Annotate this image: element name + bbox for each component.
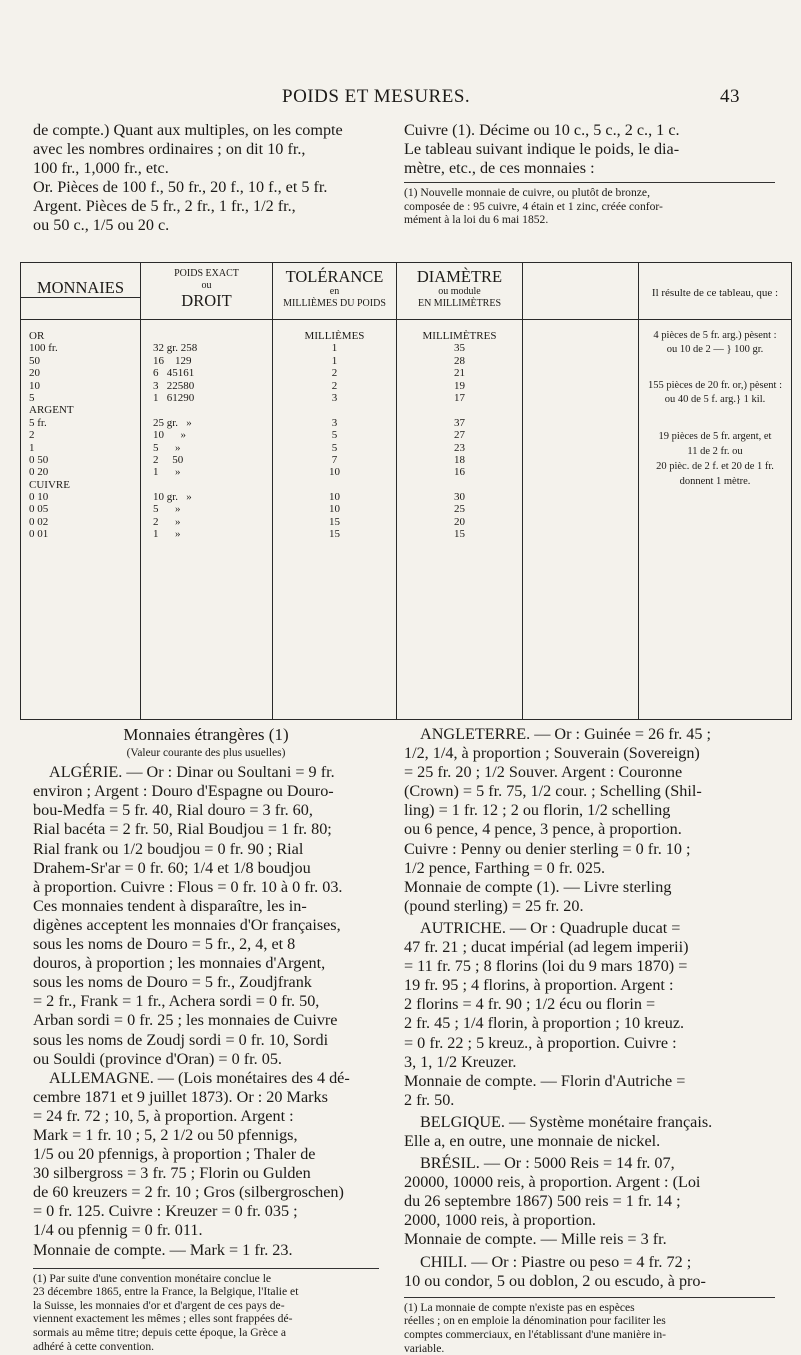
table-cell: 20 bbox=[397, 516, 522, 528]
left-body bbox=[33, 725, 379, 1353]
footnote-line: variable. bbox=[404, 1342, 775, 1355]
text-line: ou 6 pence, 4 pence, 3 pence, à proportion. bbox=[404, 820, 775, 839]
table-cell: CUIVRE bbox=[29, 479, 74, 491]
footnote-rule bbox=[404, 1297, 775, 1298]
text-line: cembre 1871 et 9 juillet 1873). Or : 20 Marks bbox=[33, 1088, 379, 1107]
table-cell: 32 gr. 258 bbox=[153, 342, 197, 354]
text-line: Monnaie de compte. — Florin d'Autriche = bbox=[404, 1072, 775, 1091]
table-cell: 0 01 bbox=[29, 528, 74, 540]
text-line: Argent. Pièces de 5 fr., 2 fr., 1 fr., 1/2 fr., bbox=[33, 197, 379, 216]
table-cell: 23 bbox=[397, 442, 522, 454]
page-number: 43 bbox=[720, 86, 740, 108]
text-line: Le tableau suivant indique le poids, le dia- bbox=[404, 140, 775, 159]
text-line: à proportion. Cuivre : Flous = 0 fr. 10 à 0 fr. 03. bbox=[33, 878, 379, 897]
text-line: 1/2, 1/4, à proportion ; Souverain (Sovereign) bbox=[404, 744, 775, 763]
table-cell: 0 05 bbox=[29, 503, 74, 515]
footnote-line: mément à la loi du 6 mai 1852. bbox=[404, 213, 775, 227]
table-cell: 50 bbox=[29, 355, 74, 367]
header-title: POIDS ET MESURES. bbox=[282, 86, 470, 107]
text-line: digènes acceptent les monnaies d'Or françaises, bbox=[33, 916, 379, 935]
table-cell: ARGENT bbox=[29, 404, 74, 416]
text-line: 100 fr., 1,000 fr., etc. bbox=[33, 159, 379, 178]
text-line: = 0 fr. 22 ; 5 kreuz., à proportion. Cuivre : bbox=[404, 1034, 775, 1053]
text-line: AUTRICHE. — Or : Quadruple ducat = bbox=[404, 919, 775, 938]
paragraph-bresil bbox=[404, 1154, 775, 1249]
table-cell: 16 129 bbox=[153, 355, 197, 367]
text-line: ling) = 1 fr. 12 ; 2 ou florin, 1/2 schelling bbox=[404, 801, 775, 820]
table-cell: 10 gr. » bbox=[153, 491, 197, 503]
header-tolerance: TOLÉRANCE en MILLIÈMES DU POIDS bbox=[273, 268, 396, 310]
text-line: = 25 fr. 20 ; 1/2 Souver. Argent : Couronne bbox=[404, 763, 775, 782]
text-line: de compte.) Quant aux multiples, on les compte bbox=[33, 121, 379, 140]
text-line: Cuivre (1). Décime ou 10 c., 5 c., 2 c., 1 c. bbox=[404, 121, 775, 140]
table-cell: 1 61290 bbox=[153, 392, 197, 404]
table-cell: 5 bbox=[273, 429, 396, 441]
table-cell: 6 45161 bbox=[153, 367, 197, 379]
table-cell: 5 bbox=[273, 442, 396, 454]
table-cell: 1 bbox=[273, 342, 396, 354]
table-cell: 10 bbox=[273, 503, 396, 515]
paragraph-autriche bbox=[404, 919, 775, 1110]
table-cell: 1 » bbox=[153, 466, 197, 478]
text-line: 47 fr. 21 ; ducat impérial (ad legem imperii) bbox=[404, 938, 775, 957]
text-line: 1/5 ou 20 pfennigs, à proportion ; Thaler de bbox=[33, 1145, 379, 1164]
table-cell: 5 » bbox=[153, 442, 197, 454]
table-cell: 10 bbox=[29, 380, 74, 392]
table-cell: 10 » bbox=[153, 429, 197, 441]
section-title: Monnaies étrangères (1) bbox=[33, 725, 379, 744]
table-cell: 5 » bbox=[153, 503, 197, 515]
column-tolerance bbox=[273, 330, 396, 541]
table-cell: 2 bbox=[273, 367, 396, 379]
text-line: 10 ou condor, 5 ou doblon, 2 ou escudo, à pro- bbox=[404, 1272, 775, 1291]
text-line: Rial frank ou 1/2 boudjou = 0 fr. 90 ; Rial bbox=[33, 840, 379, 859]
table-cell: 5 fr. bbox=[29, 417, 74, 429]
text-line: 2 fr. 50. bbox=[404, 1091, 775, 1110]
text-line: environ ; Argent : Douro d'Espagne ou Douro- bbox=[33, 782, 379, 801]
text-line: bou-Medfa = 5 fr. 40, Rial douro = 3 fr. 60, bbox=[33, 801, 379, 820]
table-cell: 0 02 bbox=[29, 516, 74, 528]
footnote-line: (1) La monnaie de compte n'existe pas en espèces bbox=[404, 1301, 775, 1315]
text-line: (pound sterling) = 25 fr. 20. bbox=[404, 897, 775, 916]
footnote-rule bbox=[404, 182, 775, 183]
text-line: = 11 fr. 75 ; 8 florins (loi du 9 mars 1870) = bbox=[404, 957, 775, 976]
text-line: sous les noms de Douro = 5 fr., 2, 4, et 8 bbox=[33, 935, 379, 954]
footnote-line: adhéré à cette convention. bbox=[33, 1340, 379, 1354]
text-line: ALLEMAGNE. — (Lois monétaires des 4 dé- bbox=[33, 1069, 379, 1088]
footnote-line: (1) Nouvelle monnaie de cuivre, ou plutôt de bronze, bbox=[404, 186, 775, 200]
table-cell: OR bbox=[29, 330, 74, 342]
table-cell: 15 bbox=[273, 528, 396, 540]
table-cell: 0 20 bbox=[29, 466, 74, 478]
text-line: ALGÉRIE. — Or : Dinar ou Soultani = 9 fr. bbox=[33, 763, 379, 782]
table-cell: 25 gr. » bbox=[153, 417, 197, 429]
table-cell bbox=[153, 479, 197, 491]
text-line: ou Souldi (province d'Oran) = 0 fr. 05. bbox=[33, 1050, 379, 1069]
table-cell bbox=[153, 404, 197, 416]
text-line: CHILI. — Or : Piastre ou peso = 4 fr. 72 ; bbox=[404, 1253, 775, 1272]
table-cell: 15 bbox=[397, 528, 522, 540]
coin-table bbox=[20, 262, 792, 720]
paragraph-allemagne bbox=[33, 1069, 379, 1260]
text-line: 1/2 pence, Farthing = 0 fr. 025. bbox=[404, 859, 775, 878]
table-cell: MILLIÈMES bbox=[273, 330, 396, 342]
note-block-1: 4 pièces de 5 fr. arg.) pèsent : ou 10 de 2 — } 100 gr. bbox=[639, 329, 791, 356]
footnote-right bbox=[404, 1301, 775, 1355]
table-cell: MILLIMÈTRES bbox=[397, 330, 522, 342]
table-cell: 10 bbox=[273, 491, 396, 503]
table-cell: 15 bbox=[273, 516, 396, 528]
table-cell: 1 » bbox=[153, 528, 197, 540]
table-cell: 17 bbox=[397, 392, 522, 404]
text-line: 20000, 10000 reis, à proportion. Argent : (Loi bbox=[404, 1173, 775, 1192]
table-cell: 16 bbox=[397, 466, 522, 478]
table-cell bbox=[153, 330, 197, 342]
table-cell: 19 bbox=[397, 380, 522, 392]
header-note: Il résulte de ce tableau, que : bbox=[639, 287, 791, 299]
table-cell: 3 bbox=[273, 392, 396, 404]
text-line: Or. Pièces de 100 f., 50 fr., 20 f., 10 f., et 5 fr. bbox=[33, 178, 379, 197]
table-cell: 1 bbox=[273, 355, 396, 367]
note-block-3: 19 pièces de 5 fr. argent, et 11 de 2 fr. ou 20 pièc. de 2 f. et 20 de 1 fr. donnent 1 mètre. bbox=[639, 429, 791, 489]
text-line: sous les noms de Zoudj sordi = 0 fr. 10, Sordi bbox=[33, 1031, 379, 1050]
text-line: BRÉSIL. — Or : 5000 Reis = 14 fr. 07, bbox=[404, 1154, 775, 1173]
table-cell: 18 bbox=[397, 454, 522, 466]
footnote-rule bbox=[33, 1268, 379, 1269]
text-line: ou 50 c., 1/5 ou 20 c. bbox=[33, 216, 379, 235]
text-line: sous les noms de Douro = 5 fr., Zoudjfrank bbox=[33, 973, 379, 992]
text-line: Cuivre : Penny ou denier sterling = 0 fr. 10 ; bbox=[404, 840, 775, 859]
footnote-line: (1) Par suite d'une convention monétaire conclue le bbox=[33, 1272, 379, 1286]
table-cell bbox=[273, 404, 396, 416]
text-line: 2000, 1000 reis, à proportion. bbox=[404, 1211, 775, 1230]
table-cell bbox=[397, 404, 522, 416]
footnote-line: composée de : 95 cuivre, 4 étain et 1 zinc, créée confor- bbox=[404, 200, 775, 214]
text-line: Drahem-Sr'ar = 0 fr. 60; 1/4 et 1/8 boudjou bbox=[33, 859, 379, 878]
right-body bbox=[404, 725, 775, 1355]
text-line: Mark = 1 fr. 10 ; 5, 2 1/2 ou 50 pfennigs, bbox=[33, 1126, 379, 1145]
table-cell bbox=[273, 479, 396, 491]
text-line: de 60 kreuzers = 2 fr. 10 ; Gros (silbergroschen) bbox=[33, 1183, 379, 1202]
paragraph-algerie bbox=[33, 763, 379, 1069]
text-line: 30 silbergross = 3 fr. 75 ; Florin ou Gulden bbox=[33, 1164, 379, 1183]
footnote-line: viennent exactement les mêmes ; elles sont frappées dé- bbox=[33, 1312, 379, 1326]
footnote-line: réelles ; on en emploie la dénomination pour faciliter les bbox=[404, 1314, 775, 1328]
text-line: Ces monnaies tendent à disparaître, les in- bbox=[33, 897, 379, 916]
footnote-line: la Suisse, les monnaies d'or et d'argent de ces pays de- bbox=[33, 1299, 379, 1313]
text-line: Monnaie de compte. — Mille reis = 3 fr. bbox=[404, 1230, 775, 1249]
text-line: du 26 septembre 1867) 500 reis = 1 fr. 14 ; bbox=[404, 1192, 775, 1211]
right-top-text bbox=[404, 121, 775, 227]
table-cell bbox=[397, 479, 522, 491]
table-cell: 3 bbox=[273, 417, 396, 429]
text-line: 2 fr. 45 ; 1/4 florin, à proportion ; 10 kreuz. bbox=[404, 1014, 775, 1033]
text-line: = 24 fr. 72 ; 10, 5, à proportion. Argent : bbox=[33, 1107, 379, 1126]
footnote-line: 23 décembre 1865, entre la France, la Belgique, l'Italie et bbox=[33, 1285, 379, 1299]
left-top-text bbox=[33, 121, 379, 236]
text-line: (Crown) = 5 fr. 75, 1/2 cour. ; Schelling (Shil- bbox=[404, 782, 775, 801]
paragraph-belgique bbox=[404, 1113, 775, 1151]
column-poids bbox=[153, 330, 197, 541]
column-diametre bbox=[397, 330, 522, 541]
table-cell: 5 bbox=[29, 392, 74, 404]
text-line: = 0 fr. 125. Cuivre : Kreuzer = 0 fr. 035 ; bbox=[33, 1202, 379, 1221]
table-cell: 20 bbox=[29, 367, 74, 379]
footnote-line: sormais au même titre; depuis cette époque, la Grèce a bbox=[33, 1326, 379, 1340]
table-cell: 0 10 bbox=[29, 491, 74, 503]
text-line: BELGIQUE. — Système monétaire français. bbox=[404, 1113, 775, 1132]
text-line: avec les nombres ordinaires ; on dit 10 fr., bbox=[33, 140, 379, 159]
text-line: Rial bacéta = 2 fr. 50, Rial Boudjou = 1 fr. 80; bbox=[33, 820, 379, 839]
paragraph-chili bbox=[404, 1253, 775, 1291]
text-line: = 2 fr., Frank = 1 fr., Achera sordi = 0 fr. 50, bbox=[33, 992, 379, 1011]
text-line: 2 florins = 4 fr. 90 ; 1/2 écu ou florin = bbox=[404, 995, 775, 1014]
header-diametre: DIAMÈTRE ou module EN MILLIMÈTRES bbox=[397, 268, 522, 310]
text-line: 3, 1, 1/2 Kreuzer. bbox=[404, 1053, 775, 1072]
table-cell: 7 bbox=[273, 454, 396, 466]
text-line: ANGLETERRE. — Or : Guinée = 26 fr. 45 ; bbox=[404, 725, 775, 744]
table-cell: 100 fr. bbox=[29, 342, 74, 354]
text-line: Monnaie de compte. — Mark = 1 fr. 23. bbox=[33, 1241, 379, 1260]
table-cell: 0 50 bbox=[29, 454, 74, 466]
text-line: douros, à proportion ; les monnaies d'Argent, bbox=[33, 954, 379, 973]
table-cell: 35 bbox=[397, 342, 522, 354]
running-header bbox=[282, 86, 470, 108]
table-cell: 27 bbox=[397, 429, 522, 441]
text-line: 1/4 ou pfennig = 0 fr. 011. bbox=[33, 1221, 379, 1240]
table-cell: 10 bbox=[273, 466, 396, 478]
table-cell: 21 bbox=[397, 367, 522, 379]
text-line: Elle a, en outre, une monnaie de nickel. bbox=[404, 1132, 775, 1151]
table-cell: 2 50 bbox=[153, 454, 197, 466]
table-cell: 2 bbox=[273, 380, 396, 392]
section-subtitle: (Valeur courante des plus usuelles) bbox=[33, 744, 379, 763]
header-poids: POIDS EXACT ou DROIT bbox=[141, 268, 272, 310]
table-cell: 2 bbox=[29, 429, 74, 441]
text-line: 19 fr. 95 ; 4 florins, à proportion. Argent : bbox=[404, 976, 775, 995]
table-cell: 37 bbox=[397, 417, 522, 429]
note-block-2: 155 pièces de 20 fr. or,) pèsent : ou 40 de 5 f. arg.} 1 kil. bbox=[639, 379, 791, 406]
text-line: Arban sordi = 0 fr. 25 ; les monnaies de Cuivre bbox=[33, 1011, 379, 1030]
table-cell: 25 bbox=[397, 503, 522, 515]
paragraph-angleterre bbox=[404, 725, 775, 916]
footnote-left bbox=[33, 1272, 379, 1354]
column-monnaies bbox=[29, 330, 74, 541]
header-monnaies: MONNAIES bbox=[21, 279, 140, 298]
table-cell: 2 » bbox=[153, 516, 197, 528]
text-line: mètre, etc., de ces monnaies : bbox=[404, 159, 775, 178]
table-cell: 28 bbox=[397, 355, 522, 367]
footnote-line: comptes commerciaux, en l'établissant d'une manière in- bbox=[404, 1328, 775, 1342]
text-line: Monnaie de compte (1). — Livre sterling bbox=[404, 878, 775, 897]
table-cell: 1 bbox=[29, 442, 74, 454]
table-cell: 30 bbox=[397, 491, 522, 503]
table-cell: 3 22580 bbox=[153, 380, 197, 392]
